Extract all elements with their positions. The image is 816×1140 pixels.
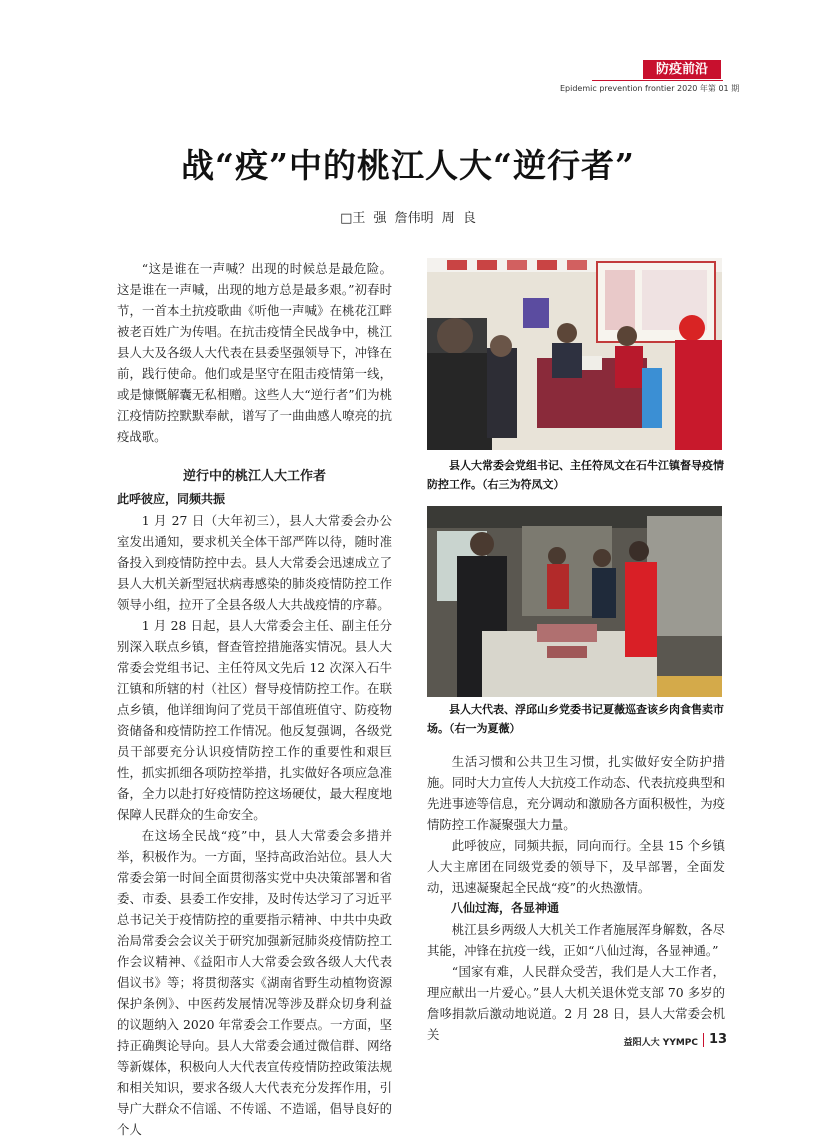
photo-caption: 县人大常委会党组书记、主任符凤文在石牛江镇督导疫情防控工作。（右三为符凤文） (427, 459, 724, 491)
left-column (117, 258, 392, 1140)
page-number: 13 (709, 1032, 728, 1047)
photo-illustration (427, 506, 722, 697)
paragraph: “国家有难，人民群众受苦，我们是人大工作者，理应献出一片爱心。”县人大机关退休党支部 70 多岁的詹哆捐款后激动地说道。2 月 28 日，县人大常委会机关 (427, 964, 725, 1042)
intro-paragraph: “这是谁在一声喊？出现的时候总是最危险。这是谁在一声喊，出现的地方总是最多艰。”初春时节，一首本土抗疫歌曲《听他一声喊》在桃花江畔被老百姓广为传唱。在抗击疫情全民战争中，桃江县人大及各级人大代表在县委坚强领导下，冲锋在前，践行使命。他们或是坚守在阻击疫情第一线，或是慷慨解囊无私相赠。这些人大“逆行者”们为桃江疫情防控默默奉献，谱写了一曲曲感人嘹亮的抗疫战歌。 (117, 261, 392, 444)
magazine-name: 益阳人大 YYMPC (623, 1038, 698, 1048)
paragraph: 桃江县乡两级人大机关工作者施展浑身解数，各尽其能，冲锋在抗疫一线，正如“八仙过海，各显神通。” (427, 922, 725, 958)
section-tag: 防疫前沿 (643, 60, 721, 79)
article-authors: □王 强 詹伟明 周 良 (340, 211, 476, 226)
subheading: 八仙过海，各显神通 (451, 901, 560, 915)
section-heading: 逆行中的桃江人大工作者 (182, 469, 326, 484)
article-title: 战“疫”中的桃江人大“逆行者” (181, 146, 635, 185)
footer-divider (703, 1033, 704, 1047)
paragraph: 此呼彼应，同频共振，同向而行。全县 15 个乡镇人大主席团在同级党委的领导下，及早部署，全面发动，迅速凝聚起全民战“疫”的火热激情。 (427, 838, 725, 895)
right-column (427, 751, 728, 1047)
issue-line: Epidemic prevention frontier 2020 年第 01 期 (560, 84, 740, 93)
paragraph: 在这场全民战“疫”中，县人大常委会多措并举，积极作为。一方面，坚持高政治站位。县人大常委会第一时间全面贯彻落实党中央决策部署和省委、市委、县委工作安排，及时传达学习了习近平总书记关于疫情防控的重要指示精神、中共中央政治局常委会会议关于研究加强新冠肺炎疫情防控工作会议精神、《益阳市人大常委会致各级人大代表倡议书》等；将贯彻落实《湖南省野生动植物资源保护条例》、中医药发展情况等涉及群众切身利益的议题纳入 2020 年常委会工作要点。一方面，坚持正确舆论导向。县人大常委会通过微信群、网络等新媒体，积极向人大代表宣传疫情防控政策法规和相关知识，要求各级人大代表充分发挥作用，引导广大群众不信谣、不传谣、不造谣，倡导良好的个人 (117, 828, 392, 1137)
photo-caption: 县人大代表、浮邱山乡党委书记夏薇巡查该乡肉食售卖市场。（右一为夏薇） (427, 703, 724, 735)
subheading: 此呼彼应，同频共振 (117, 492, 226, 506)
photo-meat-market (427, 506, 722, 697)
photo-illustration (427, 258, 722, 450)
paragraph: 1 月 27 日（大年初三），县人大常委会办公室发出通知，要求机关全体干部严阵以待，随时准备投入到疫情防控中去。县人大常委会迅速成立了县人大机关新型冠状病毒感染的肺炎疫情防控工作领导小组，拉开了全县各级人大共战疫情的序幕。 (117, 513, 392, 612)
photo-inspection-meeting (427, 258, 722, 450)
header-rule (592, 80, 723, 81)
paragraph: 1 月 28 日起，县人大常委会主任、副主任分别深入联点乡镇，督查管控措施落实情况。县人大常委会党组书记、主任符凤文先后 12 次深入石牛江镇和所辖的村（社区）督导疫情防控工作。在联点乡镇，他详细询问了党员干部值班值守、防疫物资储备和疫情防控工作情况。他反复强调，各级党员干部要充分认识疫情防控工作的重要性和艰巨性，抓实抓细各项防控举措，扎实做好各项应急准备，全力以赴打好疫情防控这场硬仗，最大程度地保障人民群众的生命安全。 (117, 618, 392, 822)
paragraph-continuation: 生活习惯和公共卫生习惯，扎实做好安全防护措施。同时大力宣传人大抗疫工作动态、代表抗疫典型和先进事迹等信息，充分调动和激励各方面积极性，为疫情防控工作凝聚强大力量。 (427, 754, 725, 832)
